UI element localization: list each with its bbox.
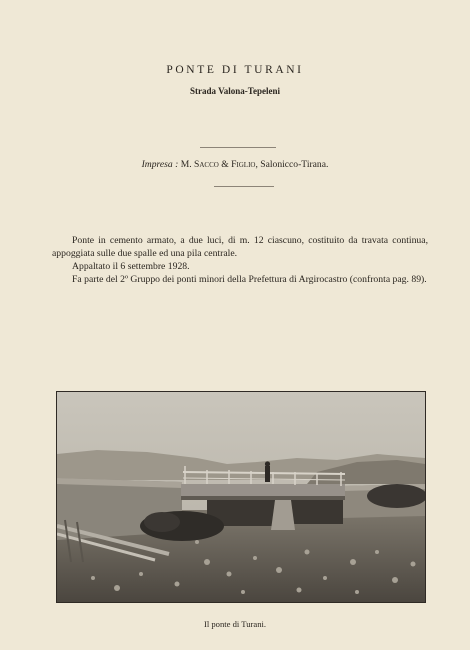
impresa-location: Salonicco-Tirana. — [260, 159, 329, 170]
impresa-company: M. Sacco & Figlio, — [180, 159, 258, 170]
impresa-line — [0, 159, 470, 170]
divider-bottom — [214, 186, 274, 187]
description-text — [52, 234, 428, 286]
bridge-photograph — [56, 391, 426, 603]
paragraph-description: Ponte in cemento armato, a due luci, di m. 12 ciascuno, costituito da travata continua, appoggiata sulle due spalle ed una pila centrale. — [52, 235, 428, 259]
impresa-label: Impresa : — [141, 159, 179, 170]
paragraph-appalto: Appaltato il 6 settembre 1928. — [72, 261, 190, 272]
page-title: PONTE DI TURANI — [166, 64, 304, 76]
photo-caption: Il ponte di Turani. — [203, 619, 267, 629]
paragraph-gruppo: Fa parte del 2º Gruppo dei ponti minori della Prefettura di Argirocastro (confronta pag. 89). — [72, 274, 427, 285]
bridge-photo-illustration — [57, 392, 425, 602]
page-subtitle: Strada Valona-Tepeleni — [190, 86, 280, 96]
divider-top — [200, 147, 276, 148]
